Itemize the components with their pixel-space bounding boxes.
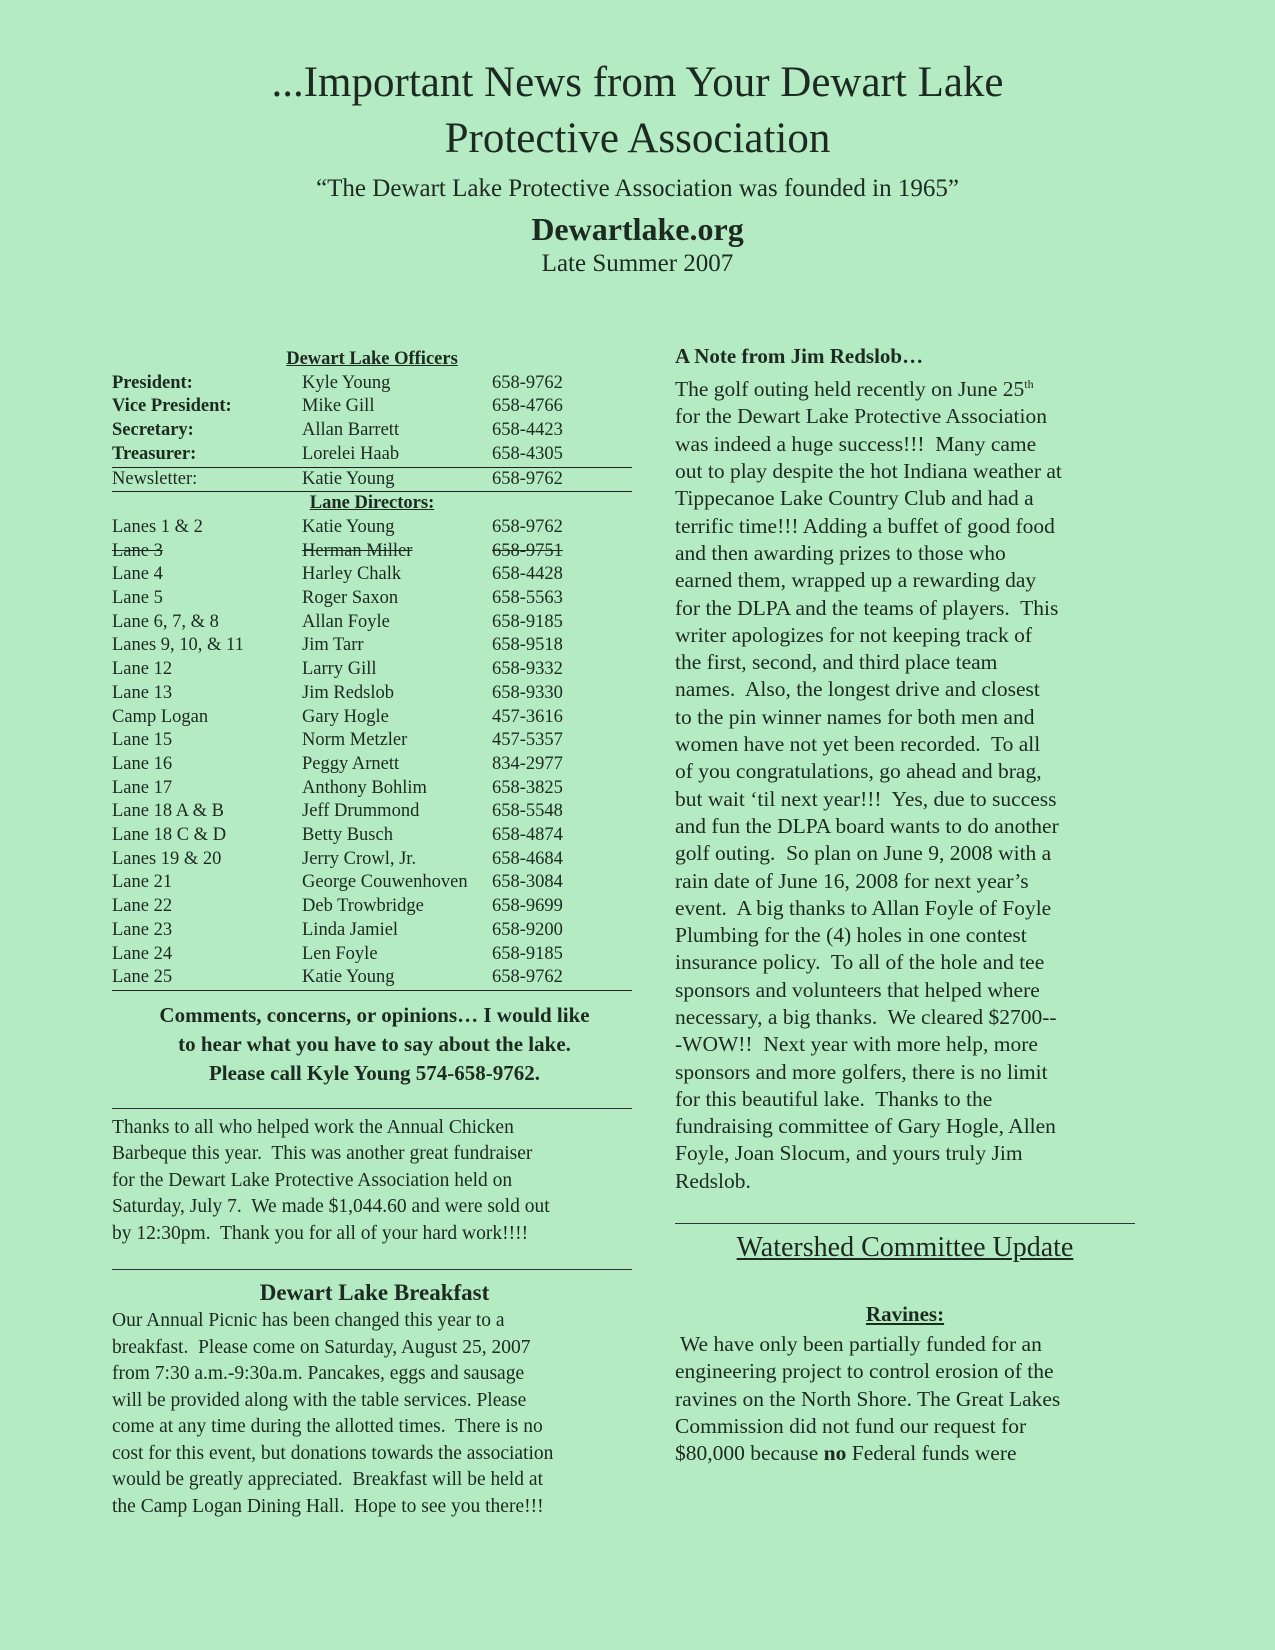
director-phone: 658-3825 bbox=[492, 777, 563, 798]
comments-line-3: Please call Kyle Young 574-658-9762. bbox=[208, 1060, 541, 1085]
breakfast-line: the Camp Logan Dining Hall. Hope to see you there!!! bbox=[112, 1495, 544, 1517]
director-row bbox=[112, 871, 632, 895]
director-row bbox=[112, 706, 632, 730]
ravines-article bbox=[675, 1331, 1150, 1467]
director-phone: 658-5563 bbox=[492, 588, 563, 609]
director-row bbox=[112, 800, 632, 824]
breakfast-line: Our Annual Picnic has been changed this year to a bbox=[112, 1310, 505, 1332]
director-phone: 658-5548 bbox=[492, 801, 563, 822]
director-row bbox=[112, 848, 632, 872]
director-name: Gary Hogle bbox=[302, 706, 389, 727]
director-lane: Lane 5 bbox=[112, 588, 163, 609]
ravines-subheading: Ravines: bbox=[865, 1302, 945, 1327]
officer-role: Treasurer: bbox=[112, 443, 297, 467]
ravines-line: ravines on the North Shore. The Great Lakes bbox=[675, 1386, 1061, 1411]
director-lane: Lane 12 bbox=[112, 659, 173, 680]
ravines-text: $80,000 because bbox=[675, 1441, 824, 1466]
directors-heading-row bbox=[112, 492, 632, 516]
director-phone: 658-9762 bbox=[482, 966, 632, 990]
director-lane: Lane 21 bbox=[112, 872, 173, 893]
director-phone: 658-4874 bbox=[492, 825, 563, 846]
officer-name: Lorelei Haab bbox=[297, 443, 482, 467]
director-row bbox=[112, 943, 632, 967]
watershed-heading: Watershed Committee Update bbox=[736, 1232, 1074, 1264]
divider bbox=[675, 1223, 1135, 1224]
note-heading: A Note from Jim Redslob… bbox=[675, 344, 924, 368]
officer-row bbox=[112, 372, 632, 396]
officer-role: Secretary: bbox=[112, 420, 194, 441]
director-lane: Lane 17 bbox=[112, 777, 173, 798]
director-name: Len Foyle bbox=[302, 943, 378, 964]
director-row bbox=[112, 824, 632, 848]
director-row bbox=[112, 729, 632, 753]
note-line: sponsors and more golfers, there is no limit bbox=[675, 1059, 1048, 1084]
director-name: Linda Jamiel bbox=[302, 919, 399, 940]
directors-heading: Lane Directors: bbox=[309, 493, 435, 514]
founding-quote: “The Dewart Lake Protective Association was founded in 1965” bbox=[316, 175, 959, 202]
director-row bbox=[112, 611, 632, 635]
chicken-barbeque-article bbox=[112, 1115, 637, 1248]
officer-name: Katie Young bbox=[297, 467, 482, 492]
officers-heading-row bbox=[112, 348, 632, 372]
breakfast-line: would be greatly appreciated. Breakfast will be held at bbox=[112, 1469, 543, 1491]
director-name: Anthony Bohlim bbox=[302, 777, 427, 798]
note-line: and fun the DLPA board wants to do another bbox=[675, 813, 1059, 838]
emphasis-no: no bbox=[823, 1441, 847, 1466]
officer-row bbox=[112, 467, 632, 492]
director-lane: Lane 18 C & D bbox=[112, 825, 227, 846]
ravines-line bbox=[675, 1440, 1150, 1467]
note-line: insurance policy. To all of the hole and tee bbox=[675, 950, 1045, 975]
director-name: George Couwenhoven bbox=[302, 872, 468, 893]
officer-phone: 658-4423 bbox=[492, 420, 563, 441]
chicken-line: for the Dewart Lake Protective Association held on bbox=[112, 1169, 513, 1191]
masthead bbox=[0, 55, 1275, 278]
breakfast-line: breakfast. Please come on Saturday, August 25, 2007 bbox=[112, 1336, 531, 1358]
director-phone: 658-3084 bbox=[492, 872, 563, 893]
note-line: and then awarding prizes to those who bbox=[675, 540, 1006, 565]
director-name: Katie Young bbox=[302, 516, 395, 537]
director-name: Jeff Drummond bbox=[302, 801, 420, 822]
chicken-line: Thanks to all who helped work the Annual Chicken bbox=[112, 1116, 514, 1138]
director-name: Allan Foyle bbox=[302, 611, 390, 632]
director-phone: 457-3616 bbox=[492, 706, 563, 727]
note-line: earned them, wrapped up a rewarding day bbox=[675, 568, 1037, 593]
note-line: of you congratulations, go ahead and brag, bbox=[675, 759, 1042, 784]
note-line: -WOW!! Next year with more help, more bbox=[675, 1032, 1038, 1057]
note-line: Tippecanoe Lake Country Club and had a bbox=[675, 486, 1034, 511]
director-phone: 658-9185 bbox=[492, 943, 563, 964]
note-line: event. A big thanks to Allan Foyle of Foyle bbox=[675, 895, 1052, 920]
director-phone: 658-4428 bbox=[492, 564, 563, 585]
director-lane: Lane 4 bbox=[112, 564, 163, 585]
director-phone: 658-9330 bbox=[492, 682, 563, 703]
note-line: golf outing. So plan on June 9, 2008 with a bbox=[675, 841, 1052, 866]
officer-phone: 658-9762 bbox=[492, 372, 563, 393]
website: Dewartlake.org bbox=[531, 211, 744, 247]
breakfast-heading: Dewart Lake Breakfast bbox=[259, 1280, 490, 1306]
note-line bbox=[675, 371, 1150, 403]
officer-name: Mike Gill bbox=[302, 396, 375, 417]
left-column bbox=[112, 348, 637, 1520]
divider bbox=[112, 1269, 632, 1270]
director-phone: 658-4684 bbox=[492, 848, 563, 869]
title-line-1: ...Important News from Your Dewart Lake bbox=[271, 59, 1004, 106]
director-name: Jerry Crowl, Jr. bbox=[302, 848, 417, 869]
director-name: Jim Redslob bbox=[302, 682, 394, 703]
officer-name: Allan Barrett bbox=[302, 420, 400, 441]
officer-phone: 658-4305 bbox=[482, 443, 632, 467]
director-row bbox=[112, 634, 632, 658]
note-line: rain date of June 16, 2008 for next year’s bbox=[675, 868, 1029, 893]
director-lane: Lanes 9, 10, & 11 bbox=[112, 635, 244, 656]
officer-row bbox=[112, 395, 632, 419]
director-row bbox=[112, 966, 632, 990]
director-row bbox=[112, 682, 632, 706]
ravines-line: Commission did not fund our request for bbox=[675, 1413, 1027, 1438]
note-line: to the pin winner names for both men and bbox=[675, 704, 1035, 729]
note-line: but wait ‘til next year!!! Yes, due to success bbox=[675, 786, 1057, 811]
breakfast-article bbox=[112, 1308, 637, 1520]
right-column bbox=[675, 344, 1150, 1468]
director-lane: Lane 18 A & B bbox=[112, 801, 225, 822]
director-row bbox=[112, 587, 632, 611]
note-first-line: The golf outing held recently on June 25 bbox=[675, 377, 1025, 402]
director-phone: 658-9200 bbox=[492, 919, 563, 940]
director-name: Katie Young bbox=[297, 966, 482, 990]
breakfast-line: will be provided along with the table services. Please bbox=[112, 1389, 527, 1411]
note-line: terrific time!!! Adding a buffet of good food bbox=[675, 513, 1055, 538]
director-lane: Lanes 19 & 20 bbox=[112, 848, 222, 869]
ravines-line: We have only been partially funded for an bbox=[675, 1332, 1042, 1357]
director-phone: 658-9751 bbox=[492, 540, 563, 561]
divider bbox=[112, 1108, 632, 1109]
director-lane: Lane 24 bbox=[112, 943, 173, 964]
director-row bbox=[112, 895, 632, 919]
director-lane: Lane 25 bbox=[112, 966, 297, 990]
director-phone: 658-9699 bbox=[492, 896, 563, 917]
director-name: Norm Metzler bbox=[302, 730, 408, 751]
director-phone: 834-2977 bbox=[492, 753, 563, 774]
note-line: out to play despite the hot Indiana weather at bbox=[675, 459, 1062, 484]
note-line: Foyle, Joan Slocum, and yours truly Jim bbox=[675, 1141, 1023, 1166]
director-name: Deb Trowbridge bbox=[302, 896, 424, 917]
director-row bbox=[112, 540, 632, 564]
note-line: writer apologizes for not keeping track of bbox=[675, 622, 1033, 647]
officer-role: Newsletter: bbox=[112, 467, 297, 492]
officer-row bbox=[112, 419, 632, 443]
note-line: names. Also, the longest drive and closest bbox=[675, 677, 1040, 702]
chicken-line: by 12:30pm. Thank you for all of your hard work!!!! bbox=[112, 1222, 529, 1244]
officer-phone: 658-9762 bbox=[482, 467, 632, 492]
director-row bbox=[112, 777, 632, 801]
comments-line-2: to hear what you have to say about the lake. bbox=[178, 1031, 571, 1056]
note-line: the first, second, and third place team bbox=[675, 650, 998, 675]
director-phone: 658-9185 bbox=[492, 611, 563, 632]
director-name: Jim Tarr bbox=[302, 635, 364, 656]
chicken-line: Saturday, July 7. We made $1,044.60 and were sold out bbox=[112, 1196, 550, 1218]
note-line: necessary, a big thanks. We cleared $2700-- bbox=[675, 1004, 1057, 1029]
comments-callout bbox=[112, 1001, 637, 1088]
note-line: women have not yet been recorded. To all bbox=[675, 732, 1041, 757]
officer-row bbox=[112, 443, 632, 467]
breakfast-line: cost for this event, but donations towards the association bbox=[112, 1442, 554, 1464]
director-row bbox=[112, 753, 632, 777]
director-row bbox=[112, 516, 632, 540]
director-phone: 658-9332 bbox=[492, 659, 563, 680]
ravines-text: Federal funds were bbox=[846, 1441, 1017, 1466]
note-line: Redslob. bbox=[675, 1168, 751, 1193]
director-row bbox=[112, 563, 632, 587]
officer-name: Kyle Young bbox=[302, 372, 391, 393]
note-line: Plumbing for the (4) holes in one contest bbox=[675, 923, 1027, 948]
note-line: for this beautiful lake. Thanks to the bbox=[675, 1086, 993, 1111]
director-phone: 658-9762 bbox=[492, 516, 563, 537]
director-name: Harley Chalk bbox=[302, 564, 402, 585]
director-lane: Lanes 1 & 2 bbox=[112, 516, 203, 537]
note-line: fundraising committee of Gary Hogle, Allen bbox=[675, 1114, 1056, 1139]
officer-role: Vice President: bbox=[112, 396, 232, 417]
breakfast-line: from 7:30 a.m.-9:30a.m. Pancakes, eggs and sausage bbox=[112, 1363, 525, 1385]
director-name: Betty Busch bbox=[302, 825, 393, 846]
director-name: Larry Gill bbox=[302, 659, 377, 680]
officer-phone: 658-4766 bbox=[492, 396, 563, 417]
note-line: for the DLPA and the teams of players. This bbox=[675, 595, 1059, 620]
breakfast-line: come at any time during the allotted times. There is no bbox=[112, 1416, 543, 1438]
officers-table bbox=[112, 348, 632, 991]
director-lane: Camp Logan bbox=[112, 706, 209, 727]
director-row bbox=[112, 919, 632, 943]
director-name: Roger Saxon bbox=[302, 588, 399, 609]
officers-heading: Dewart Lake Officers bbox=[286, 349, 458, 369]
director-name: Peggy Arnett bbox=[302, 753, 400, 774]
chicken-line: Barbeque this year. This was another great fundraiser bbox=[112, 1143, 533, 1165]
director-lane: Lane 22 bbox=[112, 896, 173, 917]
officer-role: President: bbox=[112, 372, 193, 393]
golf-outing-article bbox=[675, 371, 1150, 1195]
note-line: for the Dewart Lake Protective Association bbox=[675, 404, 1047, 429]
director-phone: 457-5357 bbox=[492, 730, 563, 751]
director-name: Herman Miller bbox=[302, 540, 413, 561]
director-phone: 658-9518 bbox=[492, 635, 563, 656]
title-line-2: Protective Association bbox=[444, 115, 831, 162]
newsletter-title bbox=[0, 55, 1275, 167]
note-line: sponsors and volunteers that helped where bbox=[675, 977, 1040, 1002]
director-lane: Lane 23 bbox=[112, 919, 173, 940]
ravines-line: engineering project to control erosion of the bbox=[675, 1359, 1054, 1384]
director-lane: Lane 6, 7, & 8 bbox=[112, 611, 219, 632]
director-lane: Lane 15 bbox=[112, 730, 173, 751]
ordinal-suffix: th bbox=[1024, 377, 1034, 391]
note-line: was indeed a huge success!!! Many came bbox=[675, 431, 1037, 456]
director-row bbox=[112, 658, 632, 682]
issue-date: Late Summer 2007 bbox=[541, 250, 734, 277]
comments-line-1: Comments, concerns, or opinions… I would like bbox=[159, 1002, 590, 1027]
director-lane: Lane 13 bbox=[112, 682, 173, 703]
director-lane: Lane 3 bbox=[112, 540, 163, 561]
director-lane: Lane 16 bbox=[112, 753, 173, 774]
